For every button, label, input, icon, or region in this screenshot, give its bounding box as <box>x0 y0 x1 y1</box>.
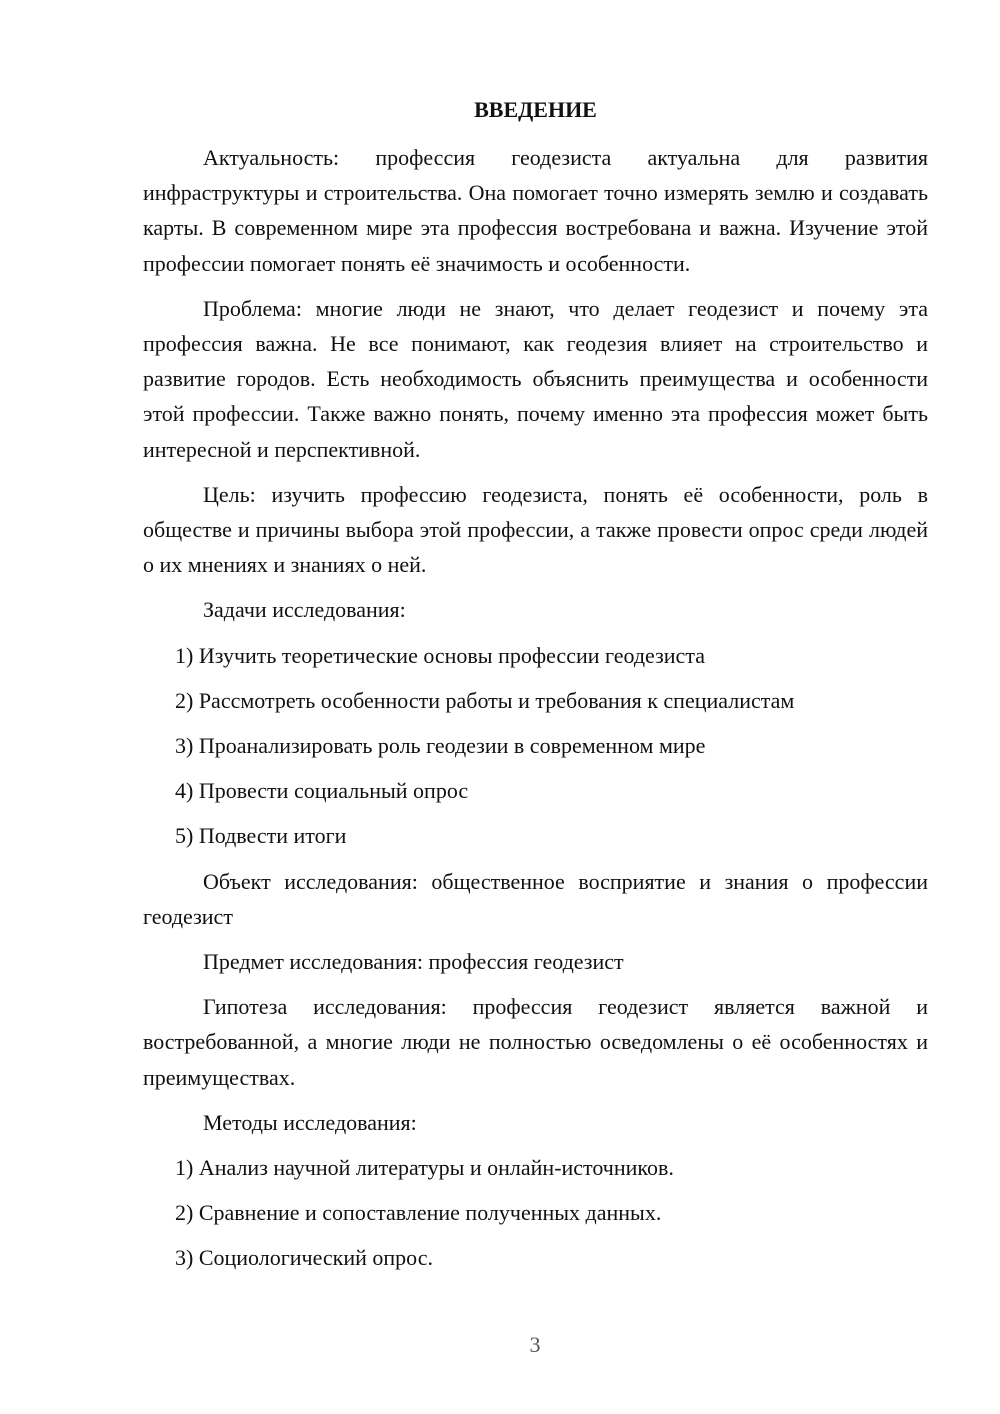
page-content <box>143 92 928 1286</box>
hypothesis-paragraph: Гипотеза исследования: профессия геодезист является важной и востребованной, а многие люди не полностью осведомлены о её особенностях и преимуществах. <box>143 994 928 1090</box>
methods-list <box>143 1150 928 1276</box>
methods-heading: Методы исследования: <box>203 1109 417 1135</box>
task-item: 4) Провести социальный опрос <box>175 778 469 804</box>
method-item: 1) Анализ научной литературы и онлайн-источников. <box>175 1155 674 1181</box>
problem-paragraph: Проблема: многие люди не знают, что делает геодезист и почему эта профессия важна. Не все понимают, как геодезия влияет на строительство и развитие городов. Есть необходимость объяснить преимущества и особенности этой профессии. Также важно понять, почему именно эта профессия может быть интересной и перспективной. <box>143 295 928 462</box>
object-paragraph: Объект исследования: общественное восприятие и знания о профессии геодезист <box>143 868 928 929</box>
method-item: 3) Социологический опрос. <box>175 1245 433 1271</box>
task-item: 3) Проанализировать роль геодезии в современном мире <box>175 733 706 759</box>
method-item: 2) Сравнение и сопоставление полученных данных. <box>175 1200 662 1226</box>
relevance-paragraph: Актуальность: профессия геодезиста актуальна для развития инфраструктуры и строительства. Она помогает точно измерять землю и создавать карты. В современном мире эта профессия востребована и важна. Изучение этой профессии помогает понять её значимость и особенности. <box>143 145 928 276</box>
task-item: 1) Изучить теоретические основы профессии геодезиста <box>175 642 705 668</box>
goal-paragraph: Цель: изучить профессию геодезиста, понять её особенности, роль в обществе и причины выбора этой профессии, а также провести опрос среди людей о их мнениях и знаниях о ней. <box>143 481 928 578</box>
task-item: 5) Подвести итоги <box>175 823 347 849</box>
subject-paragraph: Предмет исследования: профессия геодезист <box>203 949 624 975</box>
tasks-heading: Задачи исследования: <box>203 597 406 623</box>
section-title: ВВЕДЕНИЕ <box>474 97 597 122</box>
page-number: 3 <box>529 1332 541 1357</box>
tasks-list <box>143 638 928 854</box>
task-item: 2) Рассмотреть особенности работы и требования к специалистам <box>175 687 795 713</box>
